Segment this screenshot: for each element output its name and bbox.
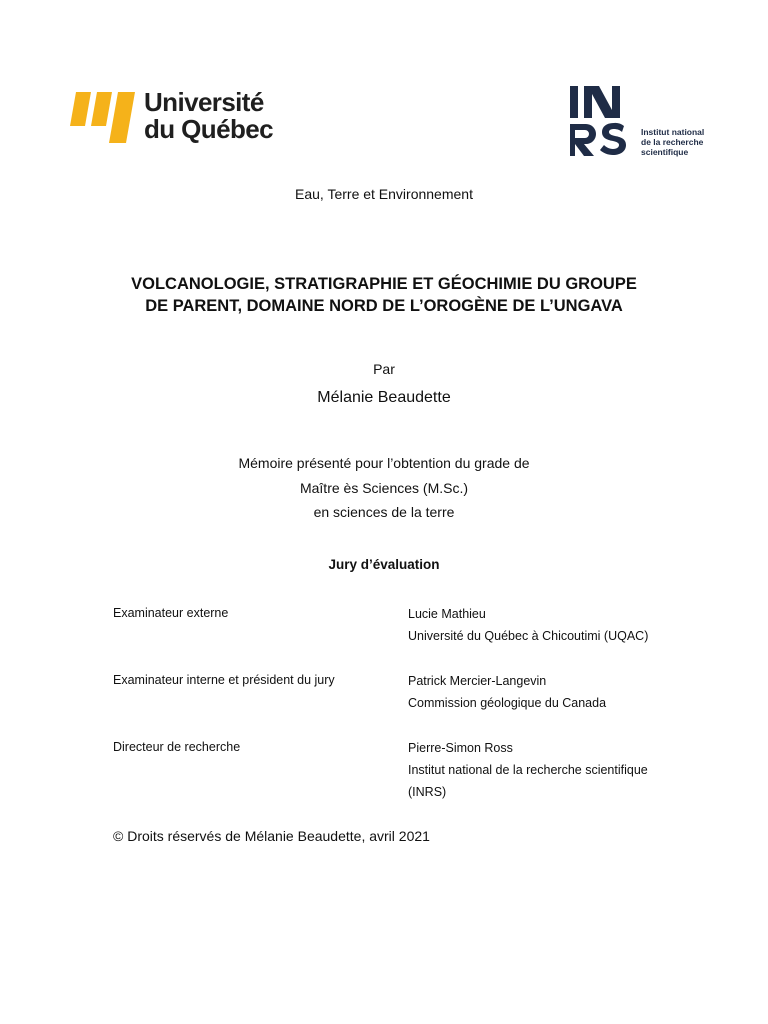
universite-du-quebec-logo — [70, 87, 280, 150]
jury-role: Examinateur externe — [113, 606, 229, 620]
jury-member — [408, 670, 606, 714]
degree-line1: Mémoire présenté pour l’obtention du grade de — [238, 455, 530, 471]
inrs-logo-caption — [641, 127, 704, 157]
degree-line3: en sciences de la terre — [313, 504, 455, 520]
inrs-caption-line2: de la recherche — [641, 137, 704, 147]
jury-member — [408, 737, 648, 803]
inrs-caption-line1: Institut national — [641, 127, 705, 137]
inrs-logo — [568, 84, 718, 162]
department-name: Eau, Terre et Environnement — [295, 186, 473, 202]
thesis-title — [104, 273, 664, 317]
inrs-logo-mark-icon — [568, 84, 630, 158]
jury-role: Examinateur interne et président du jury — [113, 673, 335, 687]
jury-role: Directeur de recherche — [113, 740, 241, 754]
copyright-notice: © Droits réservés de Mélanie Beaudette, avril 2021 — [113, 828, 430, 844]
jury-member-affiliation-continued: (INRS) — [408, 785, 447, 799]
degree-statement — [0, 451, 768, 525]
uq-logo-line2: du Québec — [144, 114, 273, 144]
uq-logo-wordmark — [144, 89, 273, 143]
degree-line2: Maître ès Sciences (M.Sc.) — [299, 479, 469, 496]
jury-member-affiliation: Institut national de la recherche scientifique — [408, 763, 648, 777]
jury-member-affiliation: Université du Québec à Chicoutimi (UQAC) — [408, 629, 649, 643]
jury-member-name: Patrick Mercier-Langevin — [408, 674, 547, 688]
jury-member-name: Lucie Mathieu — [408, 607, 486, 621]
thesis-title-line1: VOLCANOLOGIE, STRATIGRAPHIE ET GÉOCHIMIE DU GROUPE — [131, 275, 637, 293]
jury-title: Jury d’évaluation — [328, 557, 440, 572]
uq-logo-line1: Université — [144, 87, 264, 117]
jury-member — [408, 603, 648, 647]
author-name: Mélanie Beaudette — [317, 389, 451, 406]
jury-member-name: Pierre-Simon Ross — [408, 741, 513, 755]
inrs-caption-line3: scientifique — [641, 147, 689, 157]
jury-member-affiliation: Commission géologique du Canada — [408, 696, 607, 710]
by-label: Par — [373, 361, 395, 377]
uq-logo-mark-icon — [70, 92, 136, 144]
thesis-title-line2: DE PARENT, DOMAINE NORD DE L’OROGÈNE DE L’UNGAVA — [145, 297, 623, 315]
